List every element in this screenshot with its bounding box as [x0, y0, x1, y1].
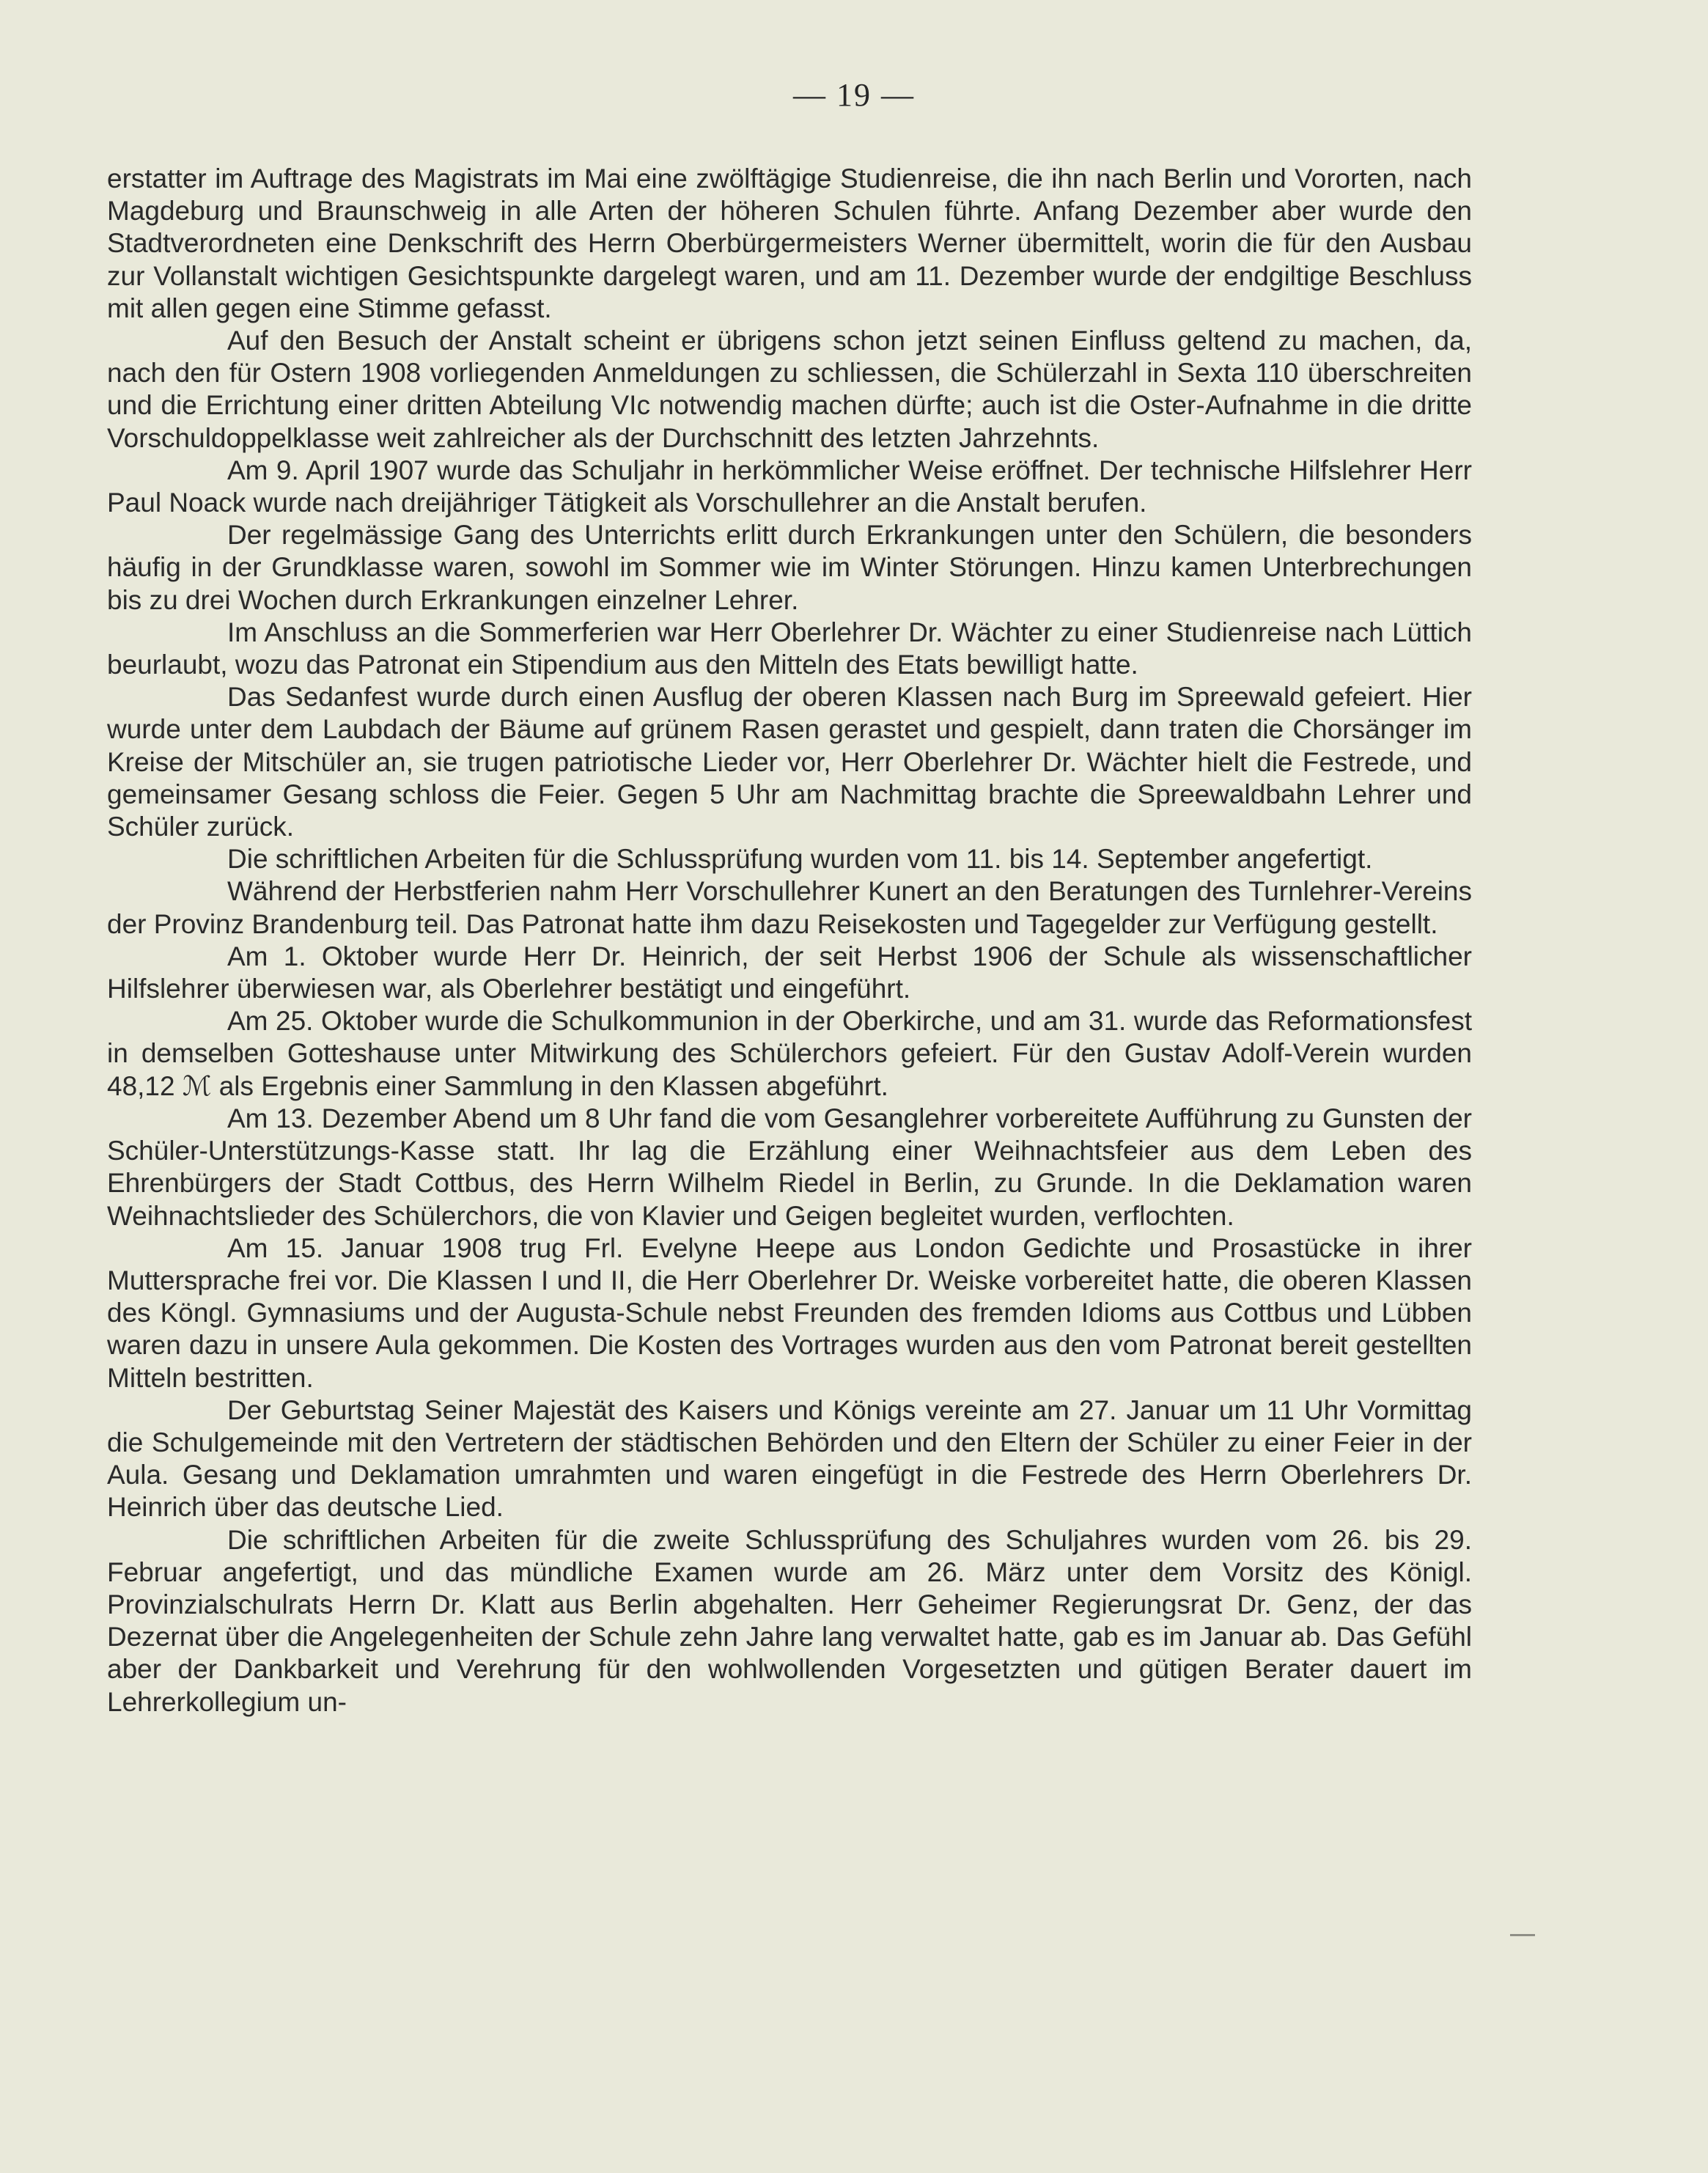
- paragraph-13: Der Geburtstag Seiner Majestät des Kaisers und Königs vereinte am 27. Januar um 11 Uhr Vormittag die Schulgemeinde mit den Vertretern der städtischen Behörden und den Eltern der Schüler zu einer Feier in der Aula. Gesang und Deklamation umrahmten und waren eingefügt in die Festrede des Herrn Oberlehrers Dr. Heinrich über das deutsche Lied.: [107, 1394, 1472, 1523]
- paragraph-14: Die schriftlichen Arbeiten für die zweite Schlussprüfung des Schuljahres wurden vom 26. bis 29. Februar angefertigt, und das mündliche Examen wurde am 26. März unter dem Vorsitz des Königl. Provinzialschulrats Herrn Dr. Klatt aus Berlin abgehalten. Herr Geheimer Regierungsrat Dr. Genz, der das Dezernat über die Angelegenheiten der Schule zehn Jahre lang verwaltet hatte, gab es im Januar ab. Das Gefühl aber der Dankbarkeit und Verehrung für den wohlwollenden Vorgesetzten und gütigen Berater dauert im Lehrerkollegium un-: [107, 1524, 1472, 1717]
- paragraph-5: Im Anschluss an die Sommerferien war Herr Oberlehrer Dr. Wächter zu einer Studienreise nach Lüttich beurlaubt, wozu das Patronat ein Stipendium aus den Mitteln des Etats bewilligt hatte.: [107, 617, 1472, 680]
- paragraph-3: Am 9. April 1907 wurde das Schuljahr in herkömmlicher Weise eröffnet. Der technische Hilfslehrer Herr Paul Noack wurde nach dreijähriger Tätigkeit als Vorschullehrer an die Anstalt berufen.: [107, 455, 1472, 518]
- page-number: — 19 —: [793, 77, 915, 113]
- paragraph-2: Auf den Besuch der Anstalt scheint er übrigens schon jetzt seinen Einfluss geltend zu machen, da, nach den für Ostern 1908 vorliegenden Anmeldungen zu schliessen, die Schülerzahl in Sexta 110 überschreiten und die Errichtung einer dritten Abteilung VIc notwendig machen dürfte; auch ist die Oster-Aufnahme in die dritte Vorschuldoppelklasse weit zahlreicher als der Durchschnitt des letzten Jahrzehnts.: [107, 326, 1472, 453]
- margin-mark: [1510, 1934, 1535, 1936]
- paragraph-7: Die schriftlichen Arbeiten für die Schlussprüfung wurden vom 11. bis 14. September angefertigt.: [227, 844, 1373, 875]
- paragraph-12: Am 15. Januar 1908 trug Frl. Evelyne Heepe aus London Gedichte und Prosastücke in ihrer Muttersprache frei vor. Die Klassen I und II, die Herr Oberlehrer Dr. Weiske vorbereitet hatte, die oberen Klassen des Köngl. Gymnasiums und der Augusta-Schule nebst Freunden des fremden Idioms aus Cottbus und Lübben waren dazu in unsere Aula gekommen. Die Kosten des Vortrages wurden aus den vom Patronat bereit gestellten Mitteln bestritten.: [107, 1232, 1472, 1393]
- paragraph-1: erstatter im Auftrage des Magistrats im Mai eine zwölftägige Studienreise, die ihn nach Berlin und Vororten, nach Magdeburg und Braunschweig in alle Arten der höheren Schulen führte. Anfang Dezember aber wurde den Stadtverordneten eine Denkschrift des Herrn Oberbürgermeisters Werner übermittelt, worin die für den Ausbau zur Vollanstalt wichtigen Gesichtspunkte dargelegt waren, und am 11. Dezember wurde der endgiltige Beschluss mit allen gegen eine Stimme gefasst.: [107, 163, 1472, 323]
- paragraph-4: Der regelmässige Gang des Unterrichts erlitt durch Erkrankungen unter den Schülern, die besonders häufig in der Grundklasse waren, sowohl im Sommer wie im Winter Störungen. Hinzu kamen Unterbrechungen bis zu drei Wochen durch Erkrankungen einzelner Lehrer.: [107, 520, 1472, 615]
- paragraph-8: Während der Herbstferien nahm Herr Vorschullehrer Kunert an den Beratungen des Turnlehrer-Vereins der Provinz Brandenburg teil. Das Patronat hatte ihm dazu Reisekosten und Tagegelder zur Verfügung gestellt.: [107, 876, 1472, 939]
- paragraph-11: Am 13. Dezember Abend um 8 Uhr fand die vom Gesanglehrer vorbereitete Aufführung zu Gunsten der Schüler-Unterstützungs-Kasse statt. Ihr lag die Erzählung einer Weihnachtsfeier aus dem Leben des Ehrenbürgers der Stadt Cottbus, des Herrn Wilhelm Riedel in Berlin, zu Grunde. In die Deklamation waren Weihnachtslieder des Schülerchors, die von Klavier und Geigen begleitet wurden, verflochten.: [107, 1103, 1472, 1231]
- paragraph-10: Am 25. Oktober wurde die Schulkommunion in der Oberkirche, und am 31. wurde das Reformationsfest in demselben Gotteshause unter Mitwirkung des Schülerchors gefeiert. Für den Gustav Adolf-Verein wurden 48,12 ℳ als Ergebnis einer Sammlung in den Klassen abgeführt.: [107, 1006, 1472, 1101]
- document-body: [107, 163, 1472, 1718]
- paragraph-9: Am 1. Oktober wurde Herr Dr. Heinrich, der seit Herbst 1906 der Schule als wissenschaftlicher Hilfslehrer überwiesen war, als Oberlehrer bestätigt und eingeführt.: [107, 941, 1472, 1004]
- paragraph-6: Das Sedanfest wurde durch einen Ausflug der oberen Klassen nach Burg im Spreewald gefeiert. Hier wurde unter dem Laubdach der Bäume auf grünem Rasen gerastet und gespielt, dann traten die Chorsänger im Kreise der Mitschüler an, sie trugen patriotische Lieder vor, Herr Oberlehrer Dr. Wächter hielt die Festrede, und gemeinsamer Gesang schloss die Feier. Gegen 5 Uhr am Nachmittag brachte die Spreewaldbahn Lehrer und Schüler zurück.: [107, 682, 1472, 842]
